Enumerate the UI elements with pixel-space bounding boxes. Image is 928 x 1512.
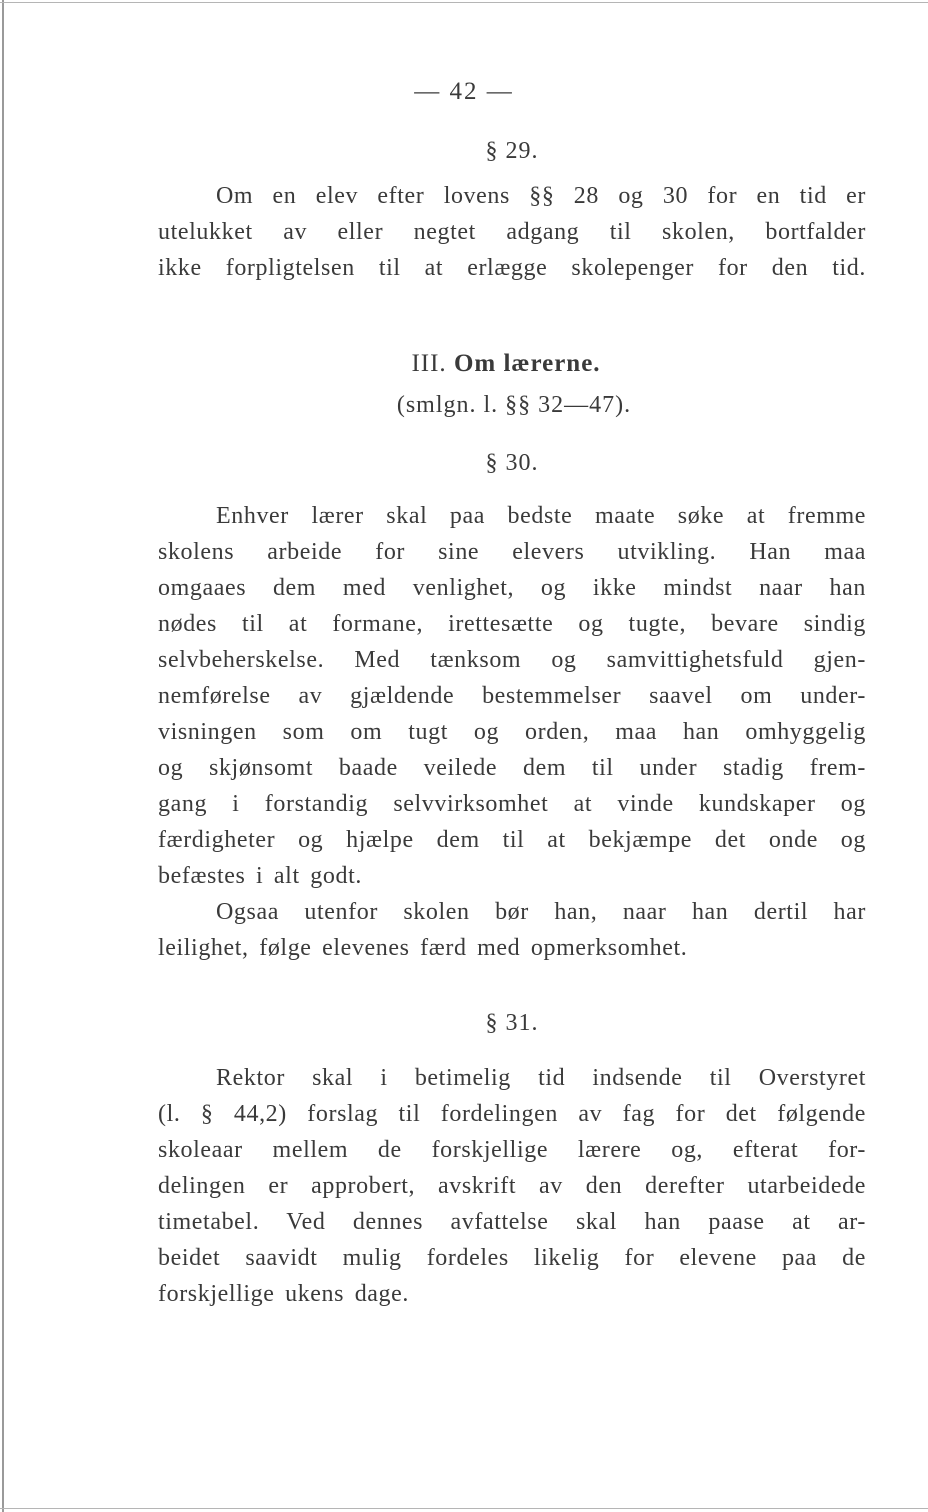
scan-border-top — [0, 2, 928, 3]
text-line: Enhver lærer skal paa bedste maate søke at fremme — [216, 503, 866, 529]
text-line: forskjellige ukens dage. — [158, 1281, 409, 1307]
text-line: beidet saavidt mulig fordeles likelig for elevene paa de — [158, 1245, 866, 1271]
section-30-body — [158, 498, 866, 966]
text-line: skolens arbeide for sine elevers utvikling. Han maa — [158, 539, 866, 565]
text-line: ikke forpligtelsen til at erlægge skolepenger for den tid. — [158, 255, 866, 281]
text-line: nødes til at formane, irettesætte og tugte, bevare sindig — [158, 611, 866, 637]
text-line: befæstes i alt godt. — [158, 863, 362, 889]
scan-border-bottom — [0, 1508, 928, 1509]
section-31-heading: § 31. — [485, 1010, 539, 1036]
chapter-heading — [0, 350, 928, 378]
text-line: skoleaar mellem de forskjellige lærere og, efterat for- — [158, 1137, 866, 1163]
text-line: visningen som om tugt og orden, maa han omhyggelig — [158, 719, 866, 745]
chapter-reference: (smlgn. l. §§ 32—47). — [396, 392, 632, 418]
page-number: — 42 — — [414, 78, 514, 105]
text-line: (l. § 44,2) forslag til fordelingen av fag for det følgende — [158, 1101, 866, 1127]
text-line: Ogsaa utenfor skolen bør han, naar han dertil har — [216, 899, 866, 925]
text-line: selvbeherskelse. Med tænksom og samvittighetsfuld gjen- — [158, 647, 866, 673]
text-line: utelukket av eller negtet adgang til skolen, bortfalder — [158, 219, 866, 245]
text-line: timetabel. Ved dennes avfattelse skal han paase at ar- — [158, 1209, 866, 1235]
section-29-heading: § 29. — [485, 138, 539, 164]
text-line: gang i forstandig selvvirksomhet at vinde kundskaper og — [158, 791, 866, 817]
text-line: Rektor skal i betimelig tid indsende til Overstyret — [216, 1065, 866, 1091]
chapter-title: Om lærerne. — [453, 350, 601, 377]
section-30-heading: § 30. — [485, 450, 539, 476]
text-line: nemførelse av gjældende bestemmelser saavel om under- — [158, 683, 866, 709]
scan-border-left — [2, 0, 4, 1512]
section-31-body — [158, 1060, 866, 1312]
section-29-body — [158, 178, 866, 286]
text-line: færdigheter og hjælpe dem til at bekjæmpe det onde og — [158, 827, 866, 853]
text-line: leilighet, følge elevenes færd med opmerksomhet. — [158, 935, 688, 961]
chapter-numeral: III. — [411, 350, 447, 377]
text-line: delingen er approbert, avskrift av den derefter utarbeidede — [158, 1173, 866, 1199]
text-line: omgaaes dem med venlighet, og ikke mindst naar han — [158, 575, 866, 601]
text-line: og skjønsomt baade veilede dem til under stadig frem- — [158, 755, 866, 781]
text-line: Om en elev efter lovens §§ 28 og 30 for en tid er — [216, 183, 866, 209]
